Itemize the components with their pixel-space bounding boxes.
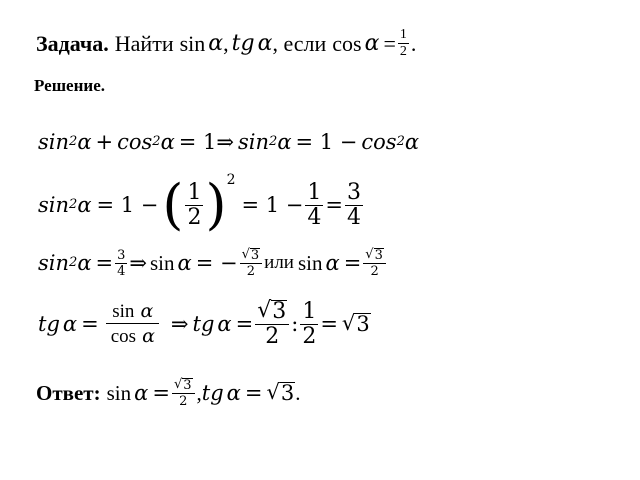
l4-half-den: 2 [302, 323, 317, 349]
answer-root [266, 382, 295, 404]
l2-result-fraction [345, 179, 363, 230]
l3-alpha: α [77, 251, 92, 275]
task-dot: . [410, 30, 417, 56]
l4-alpha: α [62, 312, 78, 336]
l2-alpha: α [77, 193, 92, 217]
l4-eq-3: = [320, 312, 338, 336]
l4-root-den: 2 [265, 324, 280, 349]
l3-arrow: ⇒ [129, 251, 147, 275]
l2-eq: = [325, 193, 343, 217]
l4-result-root [342, 313, 371, 335]
task-tg: tg [231, 31, 255, 56]
l4-ratio-fraction [105, 302, 161, 346]
answer-fraction-radicand: 3 [183, 378, 192, 393]
task-eq: = [383, 30, 396, 56]
answer-sin: sin [106, 380, 132, 405]
answer-fraction-num [172, 378, 195, 394]
l2-half-num: 1 [187, 179, 202, 205]
l2-right-paren: ) [205, 173, 227, 236]
l4-ratio-den [105, 324, 161, 346]
answer-radicand: 3 [280, 381, 295, 405]
task-comma: , [223, 30, 229, 56]
l3-sin: sin [38, 251, 70, 275]
task-line [36, 28, 416, 59]
l4-tg: tg [38, 312, 60, 336]
task-fraction-num: 1 [399, 27, 407, 42]
l2-quarter-den: 4 [307, 204, 322, 230]
answer-line [36, 370, 300, 416]
l3-sin-3: sin [297, 250, 323, 275]
l2-result-num: 3 [347, 179, 361, 205]
l2-half-den: 2 [187, 204, 202, 230]
l4-arrow: ⇒ [170, 312, 189, 336]
sqrt-icon: √ [257, 298, 272, 323]
l4-half-fraction [300, 298, 318, 349]
solution-label: Решение. [34, 76, 105, 95]
l4-alpha-2: α [217, 312, 232, 336]
task-if-word: , если [272, 30, 327, 56]
l4-eq: = [81, 312, 99, 336]
answer-tg: tg [201, 381, 224, 405]
l2-left-paren: ( [162, 173, 184, 236]
task-alpha-2: α [257, 31, 273, 56]
l3-or-word: или [264, 252, 294, 273]
l4-root-radicand: 3 [272, 299, 287, 324]
equation-line-2: sin 2 α = 1 − ( $\frac{1}{2}$ ) 2 = 1 − $\frac{1}{4}$ = $\frac{3}{4}$ [38, 172, 361, 236]
l4-num-sin: sin [112, 301, 135, 322]
l1-alpha-2: α [160, 130, 175, 154]
sqrt-icon: √ [266, 380, 280, 404]
sqrt-icon: √ [173, 377, 183, 392]
l1-sin-2: sin [238, 130, 270, 154]
l4-den-cos: cos [110, 326, 137, 347]
l3-neg-den: 2 [246, 264, 255, 279]
task-fraction-den: 2 [399, 44, 407, 59]
l3-fraction-den: 4 [117, 263, 126, 279]
task-label: Задача. [36, 30, 109, 56]
l3-alpha-2: α [177, 251, 192, 275]
l3-sin-2: sin [150, 250, 175, 275]
l4-root-fraction [255, 300, 289, 348]
answer-dot: . [295, 380, 301, 405]
l2-quarter-fraction [305, 179, 323, 230]
answer-alpha-2: α [226, 381, 241, 405]
l2-power: 2 [226, 172, 236, 188]
l3-alpha-3: α [325, 251, 340, 275]
task-fraction [398, 28, 409, 59]
l3-pos-num [363, 248, 386, 264]
l3-eq-pos: = [343, 251, 362, 275]
l2-sin: sin [38, 193, 70, 217]
l3-neg-radicand: 3 [250, 248, 260, 263]
l3-pos-den: 2 [370, 264, 379, 279]
answer-eq-2: = [244, 381, 263, 405]
answer-alpha: α [134, 381, 149, 405]
l1-eq-implies: = 1⇒ [178, 130, 234, 154]
answer-label: Ответ: [36, 380, 101, 405]
l2-quarter-num: 1 [307, 179, 322, 205]
equation-line-4 [38, 292, 371, 356]
l3-neg-num [240, 248, 263, 264]
l4-half-num: 1 [302, 298, 317, 324]
task-sin: sin [179, 30, 206, 56]
l3-pos-fraction [363, 248, 386, 278]
l2-eq-minus: = 1 − [96, 193, 159, 217]
l1-eq-minus: = 1 − [295, 130, 358, 154]
answer-eq: = [152, 381, 170, 405]
l4-tg-2: tg [192, 312, 215, 336]
l2-mid: = 1 − [241, 193, 304, 217]
task-find-word: Найти [114, 30, 174, 56]
l4-colon: : [291, 312, 299, 336]
l4-result-radicand: 3 [356, 312, 370, 336]
l1-cos-2: cos [361, 130, 397, 154]
answer-fraction [172, 378, 195, 408]
l3-eq: = [95, 251, 114, 275]
l4-root-num [255, 300, 289, 325]
l3-eq-neg: = − [195, 251, 238, 275]
l3-fraction-num: 3 [117, 247, 126, 263]
l3-neg-fraction [240, 248, 263, 278]
l1-alpha-1: α [77, 130, 92, 154]
l4-ratio-num [106, 302, 159, 324]
l1-alpha-3: α [277, 130, 292, 154]
l4-eq-2: = [235, 312, 254, 336]
sqrt-icon: √ [365, 247, 374, 262]
equation-line-1: sin 2 α + cos 2 α = 1⇒ sin 2 α = 1 − cos 2 α [38, 130, 420, 154]
answer-fraction-den: 2 [179, 394, 188, 409]
l2-half-fraction [185, 179, 203, 230]
task-cos: cos [332, 30, 362, 56]
equation-line-3: sin 2 α = $\frac{3}{4}$ ⇒ sin α = − √ 3 2 или sin α = √ 3 2 [38, 240, 388, 286]
l2-result-den: 4 [347, 204, 361, 230]
sqrt-icon: √ [341, 311, 356, 335]
l1-alpha-4: α [404, 130, 420, 154]
l1-plus: + [95, 130, 114, 154]
answer-comma: , [196, 380, 202, 405]
task-alpha-3: α [364, 31, 380, 56]
sqrt-icon: √ [241, 247, 250, 262]
l4-den-alpha: α [142, 325, 155, 347]
l1-sin: sin [38, 130, 70, 154]
l3-fraction [115, 249, 127, 278]
l3-pos-radicand: 3 [374, 248, 383, 263]
task-alpha: α [208, 31, 224, 56]
l4-num-alpha: α [140, 300, 154, 322]
l1-cos: cos [117, 130, 153, 154]
